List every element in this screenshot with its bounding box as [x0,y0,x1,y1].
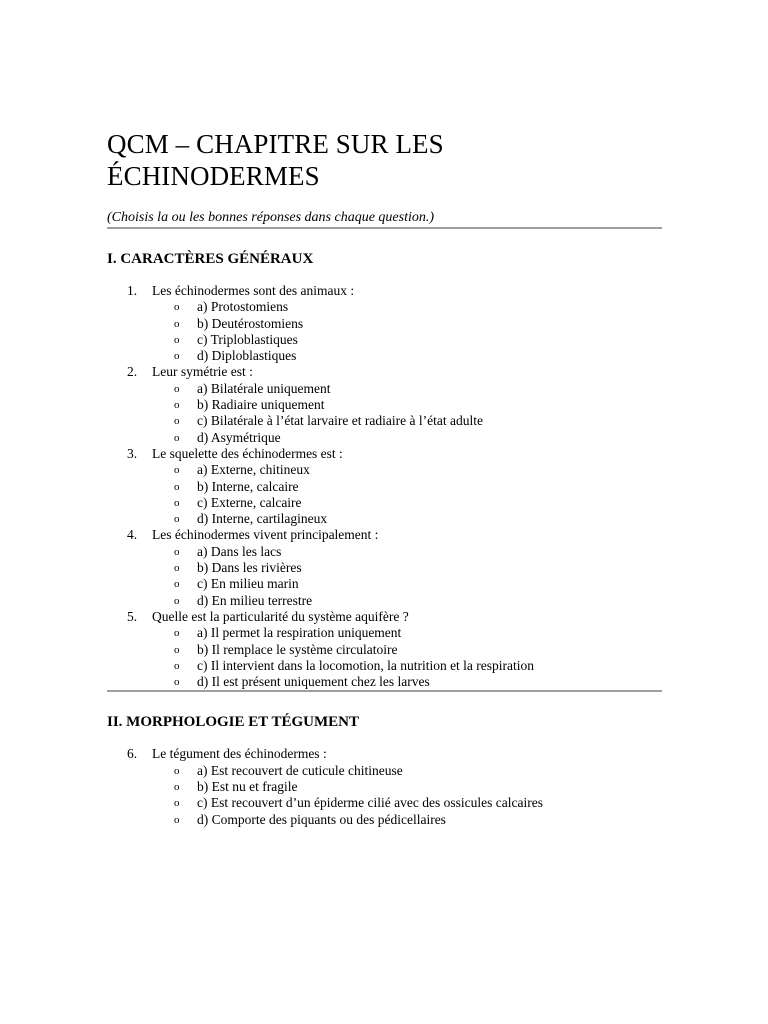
option-item [107,397,662,413]
option-text: c) En milieu marin [197,576,299,592]
option-item [107,299,662,315]
option-item [107,795,662,811]
bullet-icon: o [174,578,180,591]
option-text: a) Externe, chitineux [197,462,310,478]
option-item [107,332,662,348]
bullet-icon: o [174,562,180,575]
option-item [107,560,662,576]
bullet-icon: o [174,415,180,428]
option-text: b) Interne, calcaire [197,478,299,494]
bullet-icon: o [174,496,180,509]
option-text: a) Bilatérale uniquement [197,380,331,396]
option-text: a) Dans les lacs [197,543,282,559]
question-text: Leur symétrie est : [152,364,253,380]
question-item [107,283,662,364]
question-number: 5. [127,608,138,624]
option-item [107,511,662,527]
option-item [107,642,662,658]
option-item [107,812,662,828]
question-item [107,609,662,690]
bullet-icon: o [174,464,180,477]
option-text: d) En milieu terrestre [197,592,313,608]
section-divider [107,227,662,229]
option-item [107,625,662,641]
section-heading: II. MORPHOLOGIE ET TÉGUMENT [107,714,359,731]
bullet-icon: o [174,676,180,689]
question-number: 1. [127,283,138,298]
question-item [107,746,662,827]
option-item [107,674,662,690]
option-item [107,348,662,364]
question-text: Le squelette des échinodermes est : [152,445,343,461]
option-text: a) Est recouvert de cuticule chitineuse [197,762,403,778]
bullet-icon: o [174,813,180,826]
bullet-icon: o [174,350,180,363]
option-item [107,462,662,478]
bullet-icon: o [174,399,180,412]
option-item [107,479,662,495]
page-title-line-1: QCM – CHAPITRE SUR LES [107,129,444,159]
bullet-icon: o [174,301,180,314]
bullet-icon: o [174,317,180,330]
bullet-icon: o [174,764,180,777]
question-number: 2. [127,364,138,380]
question-list [107,283,662,690]
page-title [107,128,662,192]
option-text: d) Asymétrique [197,429,281,445]
option-list [152,763,662,828]
question-item [107,527,662,608]
option-list [152,544,662,609]
bullet-icon: o [174,545,180,558]
option-text: a) Il permet la respiration uniquement [197,625,402,641]
bullet-icon: o [174,797,180,810]
question-text: Les échinodermes vivent principalement : [152,527,379,543]
option-text: d) Interne, cartilagineux [197,511,328,527]
question-text: Quelle est la particularité du système aquifère ? [152,608,409,624]
option-item [107,658,662,674]
bullet-icon: o [174,781,180,794]
bullet-icon: o [174,659,180,672]
question-item [107,446,662,527]
option-list [152,625,662,690]
page-title-line-2: ÉCHINODERMES [107,161,320,191]
option-item [107,381,662,397]
option-item [107,576,662,592]
option-text: b) Est nu et fragile [197,779,298,795]
option-item [107,544,662,560]
option-text: c) Il intervient dans la locomotion, la nutrition et la respiration [197,657,535,673]
instructions: (Choisis la ou les bonnes réponses dans chaque question.) [107,210,435,225]
option-item [107,593,662,609]
question-text: Le tégument des échinodermes : [152,746,327,762]
bullet-icon: o [174,431,180,444]
question-number: 6. [127,746,138,762]
question-text: Les échinodermes sont des animaux : [152,283,355,298]
option-text: c) Triploblastiques [197,331,298,347]
bullet-icon: o [174,594,180,607]
section-heading: I. CARACTÈRES GÉNÉRAUX [107,251,314,267]
option-text: d) Diploblastiques [197,348,297,364]
option-item [107,779,662,795]
option-text: b) Radiaire uniquement [197,397,325,413]
bullet-icon: o [174,382,180,395]
option-list [152,299,662,364]
option-text: b) Dans les rivières [197,560,302,576]
option-text: c) Externe, calcaire [197,494,302,510]
question-list [107,746,662,827]
option-item [107,430,662,446]
option-item [107,763,662,779]
option-item [107,413,662,429]
bullet-icon: o [174,627,180,640]
bullet-icon: o [174,333,180,346]
option-text: c) Est recouvert d’un épiderme cilié avec des ossicules calcaires [197,795,543,811]
section-divider [107,690,662,692]
option-text: d) Il est présent uniquement chez les larves [197,674,430,690]
option-text: c) Bilatérale à l’état larvaire et radiaire à l’état adulte [197,413,483,429]
option-text: d) Comporte des piquants ou des pédicellaires [197,811,446,827]
option-list [152,462,662,527]
option-item [107,495,662,511]
document-page [107,128,662,828]
option-list [152,381,662,446]
option-text: b) Deutérostomiens [197,315,304,331]
question-item [107,364,662,445]
question-number: 4. [127,527,138,543]
question-number: 3. [127,445,138,461]
bullet-icon: o [174,513,180,526]
bullet-icon: o [174,480,180,493]
bullet-icon: o [174,643,180,656]
option-item [107,316,662,332]
option-text: a) Protostomiens [197,299,289,315]
option-text: b) Il remplace le système circulatoire [197,641,398,657]
